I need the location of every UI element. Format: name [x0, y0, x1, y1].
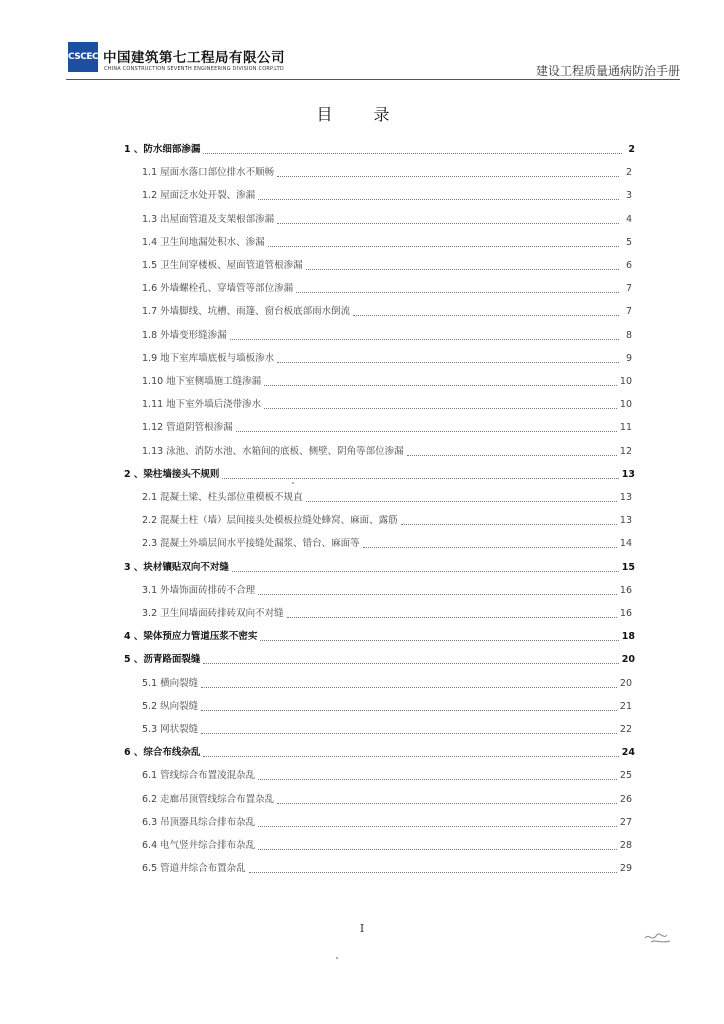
toc-leader-dots: [277, 175, 619, 177]
company-name-cn: 中国建筑第七工程局有限公司: [103, 50, 285, 66]
scan-speck: [336, 957, 338, 959]
toc-entry-page: 3: [625, 190, 632, 202]
toc-section-entry[interactable]: [142, 189, 632, 203]
toc-section-entry[interactable]: [142, 282, 632, 296]
toc-entry-title: 1.1 屋面水落口部位排水不顺畅: [142, 167, 275, 179]
toc-entry-page: 10: [619, 399, 632, 411]
toc-leader-dots: [363, 546, 617, 548]
toc-entry-page: 27: [619, 816, 632, 828]
toc-entry-title: 6.3 吊顶器具综合排布杂乱: [142, 816, 256, 828]
toc-entry-page: 11: [619, 422, 632, 434]
toc-leader-dots: [264, 407, 617, 409]
toc-entry-page: 4: [625, 213, 632, 225]
toc-chapter-entry[interactable]: [124, 143, 635, 157]
scan-speck: [292, 482, 294, 484]
toc-section-entry[interactable]: [142, 166, 632, 180]
toc-entry-title: 5 、沥青路面裂缝: [124, 654, 201, 666]
toc-section-entry[interactable]: [142, 584, 632, 598]
company-name-en: CHINA CONSTRUCTION SEVENTH ENGINEERING DIVISION.CORP.LTD: [104, 66, 284, 72]
toc-entry-title: 1 、防水细部渗漏: [124, 144, 201, 155]
toc-entry-title: 1.7 外墙脚线、坑槽、雨篷、窗台板底部雨水倒流: [142, 306, 351, 318]
toc-entry-page: 16: [619, 608, 632, 619]
toc-entry-page: 5: [625, 236, 632, 248]
toc-section-entry[interactable]: [142, 677, 632, 691]
toc-entry-page: 2: [628, 144, 635, 155]
toc-entry-page: 8: [625, 329, 632, 341]
toc-entry-page: 16: [619, 584, 632, 596]
toc-entry-title: 1.3 出屋面管道及支架根部渗漏: [142, 213, 275, 225]
toc-entry-page: 10: [619, 376, 632, 387]
toc-section-entry[interactable]: [142, 723, 632, 737]
toc-leader-dots: [203, 152, 622, 154]
toc-leader-dots: [401, 523, 617, 525]
toc-section-entry[interactable]: [142, 259, 632, 273]
toc-leader-dots: [277, 361, 619, 363]
toc-leader-dots: [258, 198, 619, 200]
toc-chapter-entry[interactable]: [124, 746, 635, 760]
toc-entry-title: 5.3 网状裂缝: [142, 724, 199, 735]
toc-leader-dots: [258, 778, 617, 780]
toc-entry-title: 3.1 外墙饰面砖排砖不合理: [142, 584, 256, 596]
toc-title: 目 录: [316, 105, 408, 124]
toc-section-entry[interactable]: [142, 352, 632, 366]
toc-entry-page: 9: [625, 352, 632, 364]
toc-entry-page: 13: [621, 468, 635, 480]
toc-section-entry[interactable]: [142, 793, 632, 807]
toc-section-entry[interactable]: [142, 514, 632, 528]
toc-entry-page: 7: [625, 283, 632, 295]
toc-leader-dots: [232, 570, 619, 572]
toc-entry-title: 1.11 地下室外墙后浇带渗水: [142, 399, 262, 411]
toc-leader-dots: [222, 477, 618, 479]
scribble-mark: [643, 930, 673, 946]
toc-leader-dots: [407, 454, 617, 456]
toc-section-entry[interactable]: [142, 236, 632, 250]
toc-leader-dots: [230, 338, 619, 340]
toc-entry-title: 1.10 地下室侧墙施工缝渗漏: [142, 376, 262, 387]
toc-entry-title: 2.2 混凝土柱（墙）层间接头处模板拉缝处蜂窝、麻面、露筋: [142, 515, 398, 527]
toc-entry-title: 2.3 混凝土外墙层间水平接缝处漏浆、错台、麻面等: [142, 538, 360, 550]
toc-entry-page: 22: [619, 724, 632, 735]
toc-entry-title: 3.2 卫生间墙面砖排砖双向不对缝: [142, 608, 284, 619]
toc-entry-page: 24: [621, 747, 635, 759]
toc-entry-title: 3 、块材镶贴双向不对缝: [124, 561, 229, 573]
toc-entry-title: 5.2 纵向裂缝: [142, 700, 199, 712]
toc-entry-title: 1.2 屋面泛水处开裂、渗漏: [142, 190, 256, 202]
toc-entry-page: 12: [619, 445, 632, 457]
toc-leader-dots: [264, 384, 617, 386]
toc-entry-title: 6.4 电气竖井综合排布杂乱: [142, 840, 256, 851]
toc-entry-page: 20: [621, 654, 635, 666]
toc-section-entry[interactable]: [142, 421, 632, 435]
toc-entry-title: 6.2 走廊吊顶管线综合布置杂乱: [142, 793, 275, 805]
toc-entry-title: 6.1 管线综合布置凌混杂乱: [142, 770, 256, 782]
toc-leader-dots: [203, 755, 618, 757]
toc-leader-dots: [201, 732, 617, 734]
toc-leader-dots: [306, 500, 617, 502]
toc-entry-title: 1.4 卫生间地漏处积水、渗漏: [142, 236, 265, 248]
toc-entry-title: 1.12 管道阴管根渗漏: [142, 422, 233, 434]
toc-section-entry[interactable]: [142, 769, 632, 783]
toc-leader-dots: [260, 639, 618, 641]
toc-chapter-entry[interactable]: [124, 653, 635, 667]
page-number: I: [359, 922, 365, 935]
toc-entry-title: 2.1 混凝土梁、柱头部位重模板不规直: [142, 492, 303, 503]
toc-entry-page: 21: [619, 700, 632, 712]
toc-entry-title: 1.9 地下室库墙底板与墙板渗水: [142, 352, 275, 364]
toc-entry-title: 4 、梁体预应力管道压浆不密实: [124, 631, 258, 643]
toc-section-entry[interactable]: [142, 491, 632, 505]
toc-entry-page: 29: [619, 863, 632, 875]
toc-entry-title: 2 、梁柱墙接头不规则: [124, 468, 220, 480]
toc-section-entry[interactable]: [142, 839, 632, 853]
toc-entry-title: 5.1 横向裂缝: [142, 677, 199, 689]
toc-section-entry[interactable]: [142, 213, 632, 227]
toc-leader-dots: [268, 245, 619, 247]
toc-section-entry[interactable]: [142, 537, 632, 551]
toc-leader-dots: [306, 268, 619, 270]
toc-entry-page: 13: [619, 515, 632, 527]
toc-leader-dots: [296, 291, 619, 293]
toc-entry-title: 1.5 卫生间穿楼板、屋面管道管根渗漏: [142, 260, 303, 271]
toc-section-entry[interactable]: [142, 607, 632, 621]
toc-section-entry[interactable]: [142, 700, 632, 714]
toc-entry-page: 25: [619, 770, 632, 782]
toc-leader-dots: [201, 709, 617, 711]
toc-section-entry[interactable]: [142, 816, 632, 830]
toc-chapter-entry[interactable]: [124, 630, 635, 644]
toc-entry-page: 26: [619, 793, 632, 805]
toc-section-entry[interactable]: [142, 862, 632, 876]
toc-section-entry[interactable]: [142, 375, 632, 389]
toc-leader-dots: [258, 593, 617, 595]
toc-section-entry[interactable]: [142, 398, 632, 412]
toc-entry-title: 6.5 管道井综合布置杂乱: [142, 863, 246, 875]
company-logo: CSCEC: [68, 42, 98, 72]
toc-leader-dots: [277, 222, 619, 224]
toc-entry-page: 2: [625, 167, 632, 179]
toc-entry-title: 1.6 外墙螺栓孔、穿墙管等部位渗漏: [142, 283, 294, 295]
manual-title: 建设工程质量通病防治手册: [535, 64, 680, 78]
toc-leader-dots: [201, 686, 617, 688]
toc-leader-dots: [258, 825, 617, 827]
toc-section-entry[interactable]: [142, 445, 632, 459]
toc-entry-page: 15: [621, 561, 635, 573]
header-divider: [66, 79, 680, 80]
toc-entry-page: 20: [619, 677, 632, 689]
toc-leader-dots: [249, 871, 617, 873]
toc-entry-title: 6 、综合布线杂乱: [124, 747, 201, 759]
toc-entry-page: 28: [619, 840, 632, 851]
toc-leader-dots: [353, 314, 619, 316]
toc-leader-dots: [287, 616, 617, 618]
toc-chapter-entry[interactable]: [124, 468, 635, 482]
page-header: [0, 0, 724, 84]
toc-entry-title: 1.13 泳池、消防水池、水箱间的底板、侧壁、阴角等部位渗漏: [142, 445, 404, 457]
toc-entry-title: 1.8 外墙变形缝渗漏: [142, 329, 227, 341]
toc-entry-page: 6: [625, 260, 632, 271]
toc-leader-dots: [258, 848, 617, 850]
toc-leader-dots: [203, 662, 618, 664]
toc-leader-dots: [277, 802, 617, 804]
toc-section-entry[interactable]: [142, 305, 632, 319]
toc-entry-page: 7: [625, 306, 632, 318]
toc-entry-page: 18: [621, 631, 635, 643]
toc-section-entry[interactable]: [142, 329, 632, 343]
toc-entry-page: 13: [619, 492, 632, 503]
toc-chapter-entry[interactable]: [124, 561, 635, 575]
toc-leader-dots: [236, 430, 617, 432]
toc-entry-page: 14: [619, 538, 632, 550]
